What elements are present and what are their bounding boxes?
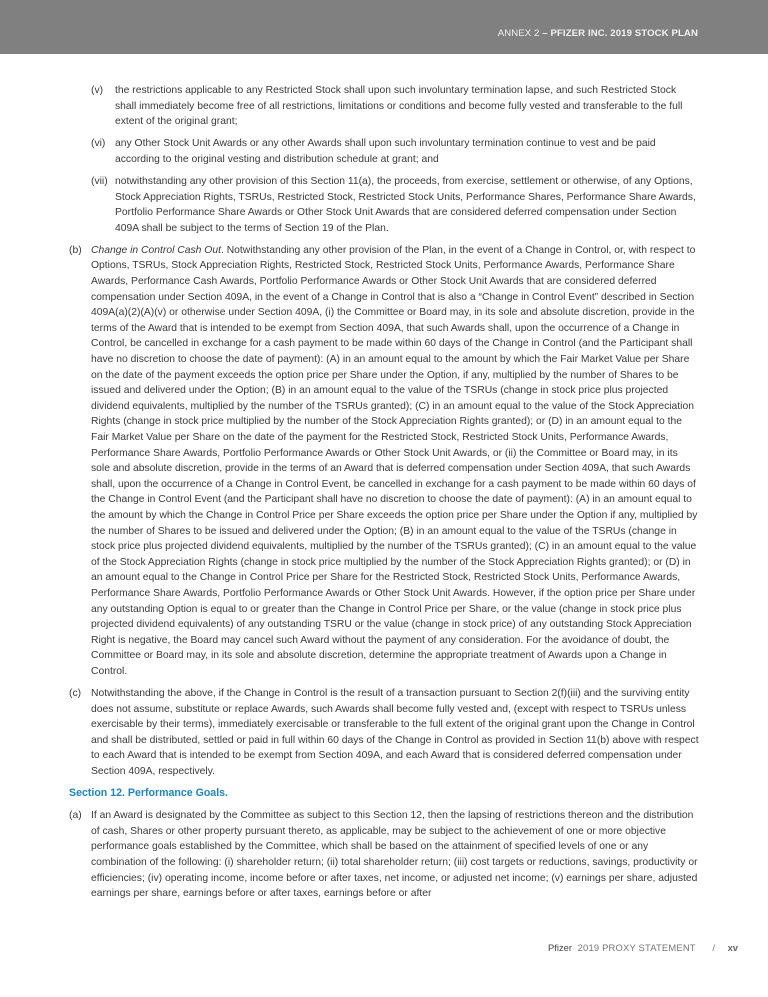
header-bar [0, 0, 768, 54]
clause-text: any Other Stock Unit Awards or any other Awards shall upon such involuntary termination continue to vest and be paid according to the original vesting and distribution schedule at grant; and [115, 138, 656, 165]
clause-text [91, 243, 699, 680]
clause-label: (vi) [91, 138, 106, 150]
clause-vi [0, 136, 699, 167]
section-heading: Section 12. Performance Goals. [69, 787, 228, 800]
footer-document-title: 2019 PROXY STATEMENT [577, 942, 696, 953]
clause-c [0, 686, 699, 780]
clause-body: . Notwithstanding any other provision of the Plan, in the event of a Change in Control, or, with respect to Options, TSRUs, Stock Appreciation Rights, Restricted Stock, Restricted Stock Units, Performance Awards, Performance Share Awards, Performance Cash Awards, Portfolio Performance Awards or Other Stock Unit Awards that are considered deferred compensation under Section 409A, in the event of a Change in Control that is also a “Change in Control Event” described in Section 409A(a)(2)(A)(v) or otherwise under Section 409A, (i) the Committee or Board may, in its sole and absolute discretion, provide in the terms of the Award that is intended to be exempt from Section 409A, that such Awards shall, upon the occurrence of a Change in Control, be cancelled in exchange for a cash payment to be made within 60 days of the Change in Control (and the Participant shall have no discretion to choose the date of payment): (A) in an amount equal to the amount by which the Fair Market Value per Share on the date of the payment exceeds the option price per Share under the Option, if any, multiplied by the number of Shares to be issued and delivered under the Option; (B) in an amount equal to the value of the TSRUs (change in stock price plus projected dividend equivalents, multiplied by the number of the TSRUs granted); (C) in an amount equal to the value of the Stock Appreciation Rights (change in stock price multiplied by the number of the Stock Appreciation Rights granted); or (D) in an amount equal to the Fair Market Value per Share on the date of the payment for the Restricted Stock, Restricted Stock Units, Performance Awards, Performance Share Awards, Portfolio Performance Awards or Other Stock Unit Awards, or (ii) the Committee or Board may, in its sole and absolute discretion, provide in the terms of an Award that is deferred compensation under Section 409A, that such Awards shall, upon the occurrence of a Change in Control Event, be cancelled in exchange for a cash payment to be made within 60 days of the Change in Control Event (and the Participant shall have no discretion to choose the date of payment): (A) in an amount equal to the amount by which the Change in Control Price per Share exceeds the option price per Share under the Option if any, multiplied by the number of Shares to be issued and delivered under the Option; (B) in an amount equal to the value of the TSRUs (change in stock price plus projected dividend equivalents, multiplied by the number of the TSRUs granted); (C) in an amount equal to the value of the Stock Appreciation Rights (change in stock price multiplied by the number of the Stock Appreciation Rights granted); or (D) in an amount equal to the Change in Control Price per Share for the Restricted Stock, Restricted Stock Units, Performance Awards, Performance Share Awards, Portfolio Performance Awards or Other Stock Unit Awards. However, if the option price per Share under any outstanding Option is equal to or greater than the Change in Control Price per Share, or the value (change in stock price plus projected dividend equivalents) of any outstanding TSRU or the value (change in stock price) of any outstanding Stock Appreciation Right is negative, the Board may cancel such Award without the payment of any consideration. For the avoidance of doubt, the Committee or Board may, in its sole and absolute discretion, determine the appropriate treatment of Awards upon a Change in Control. [91, 244, 698, 677]
header-dash: – [539, 28, 551, 39]
clause-text: If an Award is designated by the Committee as subject to this Section 12, then the lapsing of restrictions thereon and the distribution of cash, Shares or other property pursuant thereto, as applicable, may be subject to the achievement of one or more objective performance goals established by the Committee, which shall be based on the attainment of specified levels of one or any combination of the following: (i) shareholder return; (ii) total shareholder return; (iii) cost targets or reductions, savings, productivity or efficiencies; (iv) operating income, income before or after taxes, net income, or adjusted net income; (v) earnings per share, adjusted earnings per share, earnings before or after taxes, earnings before or after [91, 810, 698, 900]
clause-label: (vii) [91, 175, 108, 187]
document-body [0, 83, 768, 908]
clause-b [0, 243, 699, 680]
running-header [498, 28, 698, 39]
clause-text: the restrictions applicable to any Restricted Stock shall upon such involuntary termination lapse, and such Restricted Stock shall immediately become free of all restrictions, limitations or conditions and become fully vested and transferable to the full extent of the original grant; [115, 85, 683, 128]
clause-label: (c) [69, 687, 82, 699]
footer-separator: / [712, 942, 715, 953]
clause-text: Notwithstanding the above, if the Change in Control is the result of a transaction pursuant to Section 2(f)(iii) and the surviving entity does not assume, substitute or replace Awards, such Awards shall become fully vested and, (except with respect to TSRUs unless exercisable by their terms), immediately exercisable or transferable to the full extent of the original grant upon the Change in Control and shall be distributed, settled or paid in full within 60 days of the Change in Control as provided in Section 11(b) above with respect to each Award that is intended to be exempt from Section 409A, and each Award that is considered deferred compensation under Section 409A, respectively. [91, 687, 699, 777]
clause-12a [0, 808, 699, 902]
plan-title: PFIZER INC. 2019 STOCK PLAN [550, 28, 698, 39]
clause-label: (v) [91, 85, 104, 96]
page-number: xv [727, 942, 738, 953]
clause-label: (b) [69, 244, 82, 256]
clause-vii [0, 174, 699, 236]
annex-label: ANNEX 2 [497, 28, 540, 39]
clause-title: Change in Control Cash Out [91, 244, 221, 256]
footer-brand: Pfizer [548, 942, 573, 953]
clause-label: (a) [69, 810, 82, 822]
page-footer [548, 942, 738, 953]
clause-v [0, 83, 699, 130]
clause-text: notwithstanding any other provision of this Section 11(a), the proceeds, from exercise, settlement or otherwise, of any Options, Stock Appreciation Rights, TSRUs, Restricted Stock, Restricted Stock Units, Performance Shares, Performance Share Awards, Portfolio Performance Share Awards or Other Stock Unit Awards that are considered deferred compensation under Section 409A shall be subject to the terms of Section 19 of the Plan. [115, 175, 696, 234]
